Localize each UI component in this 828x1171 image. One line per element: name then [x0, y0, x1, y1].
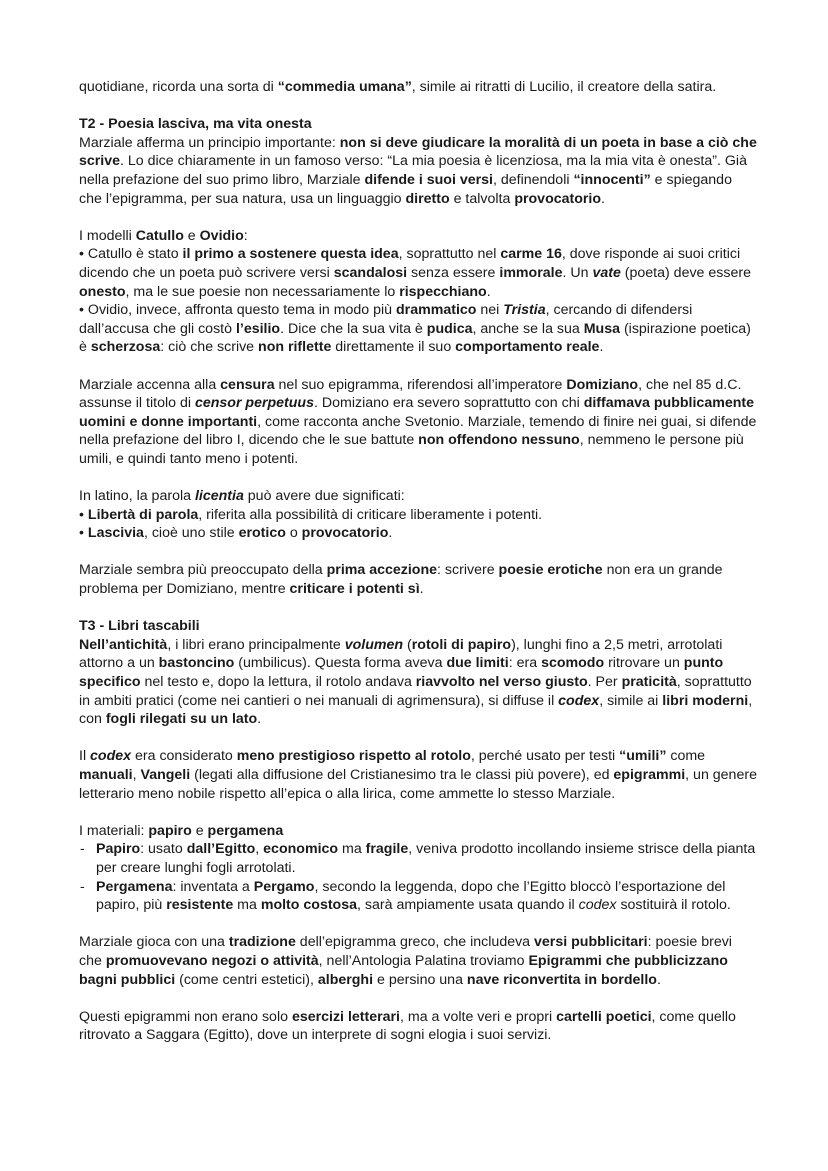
emphasis-run: Domiziano [566, 376, 639, 393]
text-run: ma [233, 897, 261, 914]
emphasis-run: censor perpetuus [194, 395, 314, 412]
text-run: Marziale gioca con una [79, 934, 229, 951]
text-run: , anche se la sua [472, 320, 584, 337]
text-run: , nell’Antologia Palatina troviamo [318, 952, 529, 969]
text-run: Marziale afferma un principio importante: [79, 134, 340, 151]
text-run: , veniva prodotto incollando insieme strisce della pianta per creare lunghi fogli arrotolati. [96, 841, 756, 876]
t3-paragraph-codex [79, 747, 758, 803]
t2-licentia-heading [79, 487, 758, 506]
text-run: : ciò che scrive [160, 339, 259, 356]
emphasis-run: esercizi letterari [291, 1008, 400, 1025]
text-run: , come racconta anche Svetonio. Marziale, temendo di finire nei guai, si difende nella prefazione del libro I, dicendo che le sue battute [79, 413, 757, 449]
text-run: o [285, 525, 302, 542]
text-run: , come quello ritrovato a Saggara (Egitto), dove un interprete di sogni elogia i suoi servizi. [79, 1008, 736, 1044]
text-run: quotidiane, ricorda una sorta di [79, 79, 278, 95]
emphasis-run: promuovevano negozi o attività [105, 952, 319, 969]
text-run: . [388, 525, 393, 542]
text-run: • Catullo è stato [79, 246, 183, 263]
text-run: , un genere letterario meno nobile rispetto all’epica o alla lirica, come ammette lo stesso Marziale. [79, 766, 757, 802]
emphasis-run: meno prestigioso rispetto al rotolo [236, 748, 471, 765]
emphasis-run: codex [558, 692, 600, 709]
emphasis-run: Pergamena [96, 878, 173, 895]
emphasis-run: il primo a sostenere questa idea [182, 246, 399, 263]
emphasis-run: fogli rilegati su un lato [105, 711, 258, 728]
emphasis-run: pergamena [207, 822, 284, 839]
text-run: e [191, 822, 208, 839]
emphasis-run: immorale [499, 264, 563, 281]
text-run: ( [403, 636, 412, 653]
text-run: : era [508, 655, 542, 672]
emphasis-run: rotoli di papiro [411, 636, 512, 653]
text-run: : scrivere [437, 562, 499, 579]
emphasis-run: Catullo [135, 227, 184, 244]
t3-dash-papiro [79, 840, 758, 877]
text-run: , nemmeno le persone più umili, e quindi tanto meno i potenti. [79, 432, 744, 467]
t2-models-heading [79, 227, 758, 246]
section-title-t2: T2 - Poesia lasciva, ma vita onesta [79, 116, 312, 133]
emphasis-run: provocatorio [301, 525, 389, 542]
emphasis-run: scandalosi [333, 264, 408, 281]
text-run: , cercando di difendersi dall’accusa che gli costò [79, 302, 693, 337]
emphasis-run: censura [220, 376, 275, 393]
text-run: . [486, 283, 491, 300]
emphasis-run: dall’Egitto [186, 841, 256, 858]
emphasis-run: “umili” [619, 748, 667, 765]
emphasis-run: provocatorio [514, 190, 602, 207]
emphasis-run: codex [578, 897, 617, 914]
text-run: : usato [140, 841, 187, 858]
text-run: nel testo e, dopo la lettura, il rotolo andava [140, 674, 416, 690]
text-run: • Ovidio, invece, affronta questo tema in modo più [79, 302, 397, 319]
text-run: dell’epigramma greco, che includeva [295, 934, 535, 951]
emphasis-run: rispecchiano [399, 283, 487, 300]
text-run: . Dice che la sua vita è [280, 320, 427, 337]
emphasis-run: prima accezione [326, 562, 438, 579]
text-run: • [79, 506, 88, 523]
text-run: . [601, 190, 605, 207]
text-run: , sarà ampiamente usata quando il [357, 897, 579, 914]
text-run: . Per [587, 674, 622, 690]
emphasis-run: “innocenti” [573, 171, 651, 188]
text-run: , cioè uno stile [143, 525, 239, 542]
emphasis-run: non offendono nessuno [418, 432, 580, 449]
t3-dash-pergamena [79, 878, 758, 915]
emphasis-run: praticità [621, 674, 677, 690]
text-run: era considerato [131, 748, 237, 765]
text-run: I materiali: [79, 822, 149, 839]
t3-paragraph-tradizione [79, 933, 758, 989]
text-run: (come centri estetici), [175, 971, 318, 988]
text-run: , dove risponde ai suoi critici dicendo che un poeta può scrivere versi [79, 246, 741, 281]
text-run: Questi epigrammi non erano solo [79, 1008, 292, 1025]
text-run: , ma a volte veri e propri [400, 1008, 557, 1025]
intro-paragraph [79, 78, 758, 97]
text-run: può avere due significati: [243, 488, 405, 505]
emphasis-run: scomodo [541, 655, 605, 672]
t2-paragraph-accezione [79, 561, 758, 598]
text-run: . Domiziano era severo soprattutto con chi [314, 395, 584, 412]
text-run: ritrovare un [604, 655, 684, 672]
text-run: Il [79, 748, 91, 765]
text-run: , [255, 841, 264, 858]
text-run: , i libri erano principalmente [167, 636, 345, 653]
emphasis-run: scherzosa [90, 339, 161, 356]
text-run: . [656, 971, 661, 988]
emphasis-run: codex [90, 748, 132, 765]
text-run: , ma le sue poesie non necessariamente lo [125, 283, 400, 300]
t2-bullet-liberta [79, 506, 758, 525]
text-run: ), lunghi fino a 2,5 metri, arrotolati attorno a un [79, 636, 723, 672]
emphasis-run: Epigrammi che pubblicizzano bagni pubblici [79, 952, 728, 988]
emphasis-run: versi pubblicitari [534, 934, 648, 951]
text-run: , soprattutto in ambiti pratici (come nei cantieri o nei manuali di agrimensura), si diffuse il [79, 674, 752, 709]
emphasis-run: economico [263, 841, 339, 858]
text-run: • [79, 525, 88, 542]
emphasis-run: punto specifico [79, 655, 724, 690]
text-run: , con [79, 692, 753, 728]
t2-paragraph-censura [79, 376, 758, 469]
text-run: Marziale accenna alla [79, 376, 221, 393]
text-run: non era un grande problema per Domiziano, mentre [79, 562, 723, 598]
text-run: . Un [562, 264, 593, 281]
t2-bullet-ovidio [79, 301, 758, 357]
t3-materials-heading [79, 822, 758, 841]
emphasis-run: alberghi [317, 971, 374, 988]
text-run: , soprattutto nel [398, 246, 501, 263]
text-run: . [257, 711, 262, 728]
text-run: , riferita alla possibilità di criticare liberamente i potenti. [198, 506, 543, 523]
text-run: I modelli [79, 227, 136, 244]
emphasis-run: onesto [79, 283, 126, 300]
emphasis-run: Nell’antichità [79, 636, 168, 653]
text-run: direttamente il suo [331, 339, 456, 356]
emphasis-run: Papiro [96, 841, 141, 858]
text-run: (legati alla diffusione del Cristianesimo tra le classi più povere), ed [190, 766, 614, 783]
text-run: e persino una [373, 971, 467, 988]
emphasis-run: Tristia [503, 302, 546, 319]
emphasis-run: licentia [194, 488, 244, 505]
emphasis-run: fragile [365, 841, 409, 858]
emphasis-run: papiro [148, 822, 192, 839]
section-title-t3: T3 - Libri tascabili [79, 618, 200, 635]
emphasis-run: Vangeli [140, 766, 191, 783]
emphasis-run: manuali [79, 766, 133, 783]
emphasis-run: Musa [583, 320, 620, 337]
emphasis-run: comportamento reale [455, 339, 600, 356]
text-run: e [183, 227, 200, 244]
emphasis-run: cartelli poetici [556, 1008, 652, 1025]
text-run: nel suo epigramma, riferendosi all’imperatore [274, 376, 567, 393]
text-run: nei [476, 302, 504, 319]
text-run: (poeta) deve essere [620, 264, 751, 281]
t3-paragraph-1 [79, 636, 758, 729]
emphasis-run: criticare i potenti sì [289, 581, 420, 598]
emphasis-run: epigrammi [613, 766, 686, 783]
text-run: , secondo la leggenda, dopo che l’Egitto bloccò l’esportazione del papiro, più [96, 878, 726, 914]
text-run: , definendoli [492, 171, 574, 188]
text-run: : inventata a [172, 878, 254, 895]
emphasis-run: vate [592, 264, 621, 281]
text-run: . [599, 339, 604, 356]
text-run: Marziale sembra più preoccupato della [79, 562, 327, 579]
emphasis-run: difende i suoi versi [364, 171, 493, 188]
emphasis-run: carme 16 [500, 246, 562, 263]
text-run: e talvolta [449, 190, 515, 207]
emphasis-run: molto costosa [260, 897, 358, 914]
text-run: , simile ai [599, 692, 663, 709]
text-run: come [666, 748, 706, 765]
emphasis-run: drammatico [396, 302, 477, 319]
text-run: , perché usato per testi [470, 748, 620, 765]
text-run: In latino, la parola [79, 488, 195, 505]
text-run: ma [338, 841, 366, 858]
t2-paragraph-1 [79, 134, 758, 208]
emphasis-run: Libertà di parola [87, 506, 199, 523]
t2-bullet-catullo [79, 245, 758, 301]
emphasis-run: non riflette [258, 339, 332, 356]
text-run: , [132, 766, 141, 783]
emphasis-run: tradizione [228, 934, 296, 951]
emphasis-run: poesie erotiche [498, 562, 603, 579]
emphasis-run: nave riconvertita in bordello [466, 971, 657, 988]
text-run: sostituirà il rotolo. [616, 897, 731, 914]
emphasis-run: Lascivia [87, 525, 144, 542]
text-run: senza essere [407, 264, 500, 281]
emphasis-run: riavvolto nel verso giusto [415, 674, 588, 690]
emphasis-run: “commedia umana” [277, 79, 412, 95]
text-run: . [419, 581, 424, 598]
emphasis-run: diretto [405, 190, 450, 207]
emphasis-run: libri moderni [662, 692, 749, 709]
emphasis-run: resistente [166, 897, 234, 914]
text-run: : poesie brevi che [79, 934, 732, 969]
text-run: : [243, 227, 248, 244]
text-run: (umbilicus). Questa forma aveva [234, 655, 447, 672]
emphasis-run: Ovidio [199, 227, 244, 244]
emphasis-run: l’esilio [235, 320, 281, 337]
emphasis-run: Pergamo [253, 878, 315, 895]
t3-paragraph-cartelli [79, 1008, 758, 1045]
text-run: , simile ai ritratti di Lucilio, il creatore della satira. [411, 79, 717, 95]
emphasis-run: due limiti [446, 655, 509, 672]
emphasis-run: erotico [238, 525, 286, 542]
text-run: . Lo dice chiaramente in un famoso verso: “La mia poesia è licenziosa, ma la mia vita è onesta”. Già nella prefazione del suo primo libro, Marziale [79, 153, 747, 188]
text-run: (ispirazione poetica) è [79, 320, 751, 356]
text-run: e spiegando che l’epigramma, per sua natura, usa un linguaggio [79, 171, 732, 207]
emphasis-run: non si deve giudicare la moralità di un poeta in base a ciò che scrive [79, 134, 757, 170]
emphasis-run: bastoncino [158, 655, 235, 672]
emphasis-run: volumen [344, 636, 404, 653]
emphasis-run: diffamava pubblicamente uomini e donne importanti [79, 395, 754, 430]
t2-bullet-lascivia [79, 524, 758, 543]
emphasis-run: pudica [426, 320, 473, 337]
text-run: , che nel 85 d.C. assunse il titolo di [79, 376, 742, 412]
